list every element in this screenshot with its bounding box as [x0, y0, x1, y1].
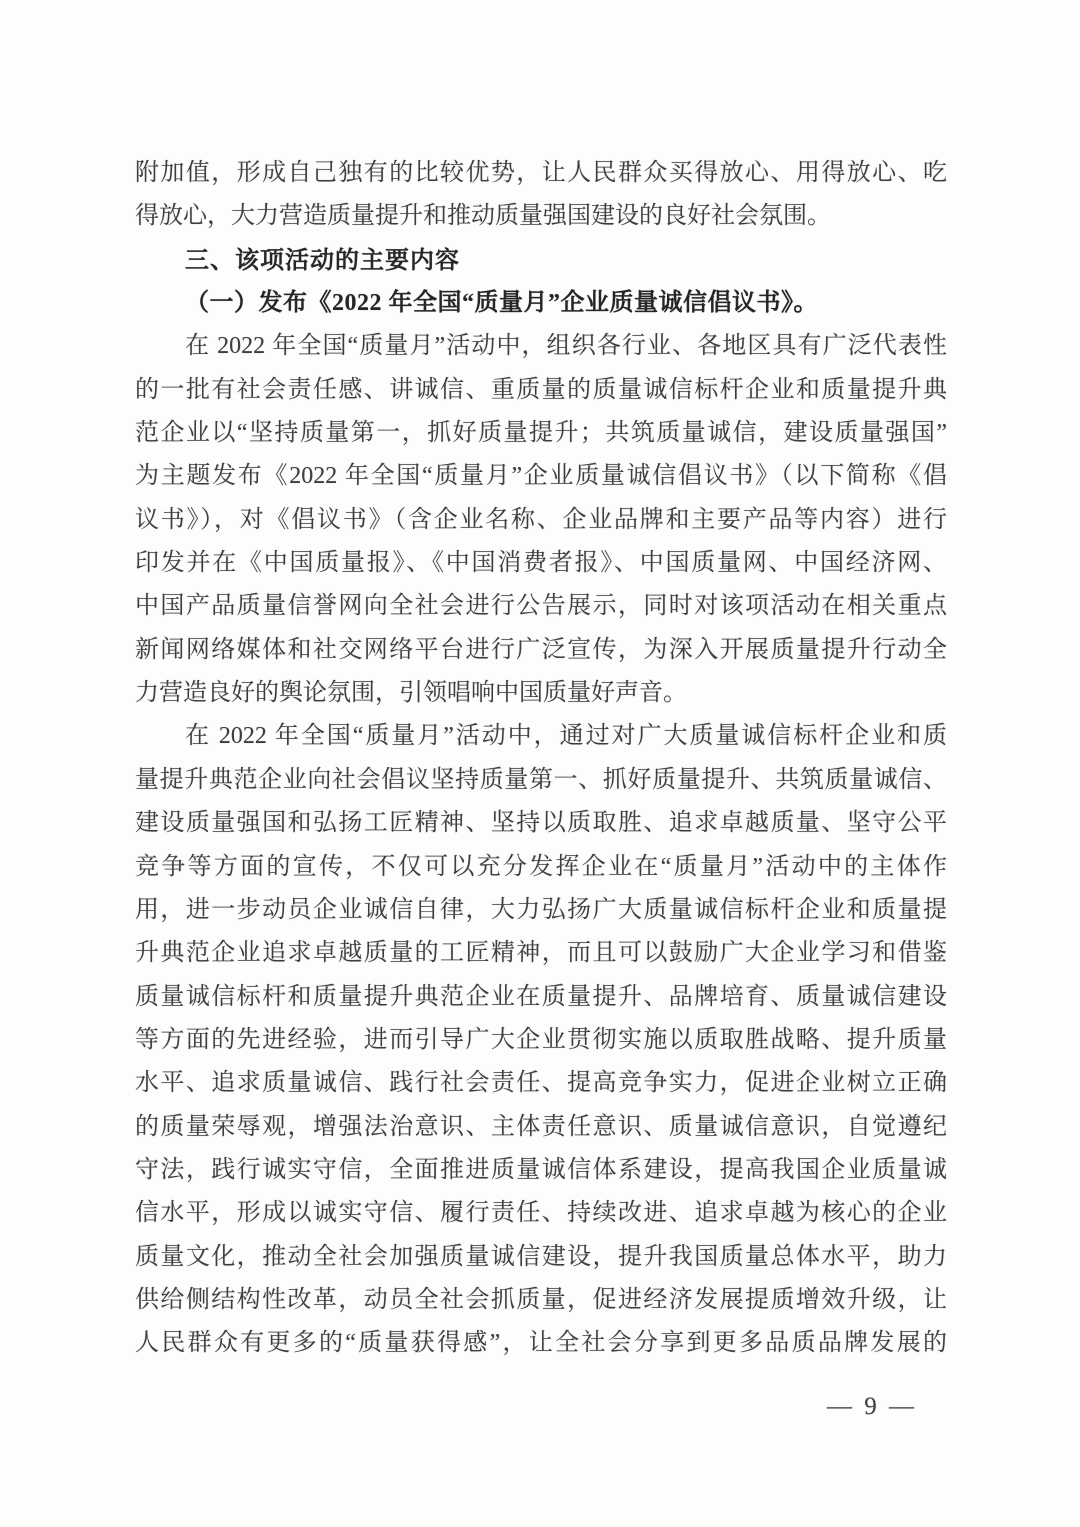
document-body: [135, 152, 947, 1366]
text-line: 附加值，形成自己独有的比较优势，让人民群众买得放心、用得放心、吃: [135, 160, 947, 186]
text-line: 得放心，大力营造质量提升和推动质量强国建设的良好社会氛围。: [135, 203, 831, 230]
text-line: 印发并在《中国质量报》、《中国消费者报》、中国质量网、中国经济网、: [135, 550, 947, 577]
text-line: 竞争等方面的宣传，不仅可以充分发挥企业在“质量月”活动中的主体作: [135, 853, 947, 880]
text-line: 量提升典范企业向社会倡议坚持质量第一、抓好质量提升、共筑质量诚信、: [135, 766, 947, 793]
heading-line: 三、该项活动的主要内容: [185, 246, 460, 274]
text-line: 水平、追求质量诚信、践行社会责任、提高竞争实力，促进企业树立正确: [135, 1070, 947, 1097]
text-line: 在 2022 年全国“质量月”活动中，组织各行业、各地区具有广泛代表性: [185, 333, 947, 360]
text-line: 为主题发布《2022 年全国“质量月”企业质量诚信倡议书》（以下简称《倡: [135, 463, 947, 490]
page-number: — 9 —: [827, 1393, 917, 1420]
text-line: 用，进一步动员企业诚信自律，大力弘扬广大质量诚信标杆企业和质量提: [135, 896, 947, 923]
text-line: 质量诚信标杆和质量提升典范企业在质量提升、品牌培育、质量诚信建设: [135, 983, 947, 1010]
text-line: 在 2022 年全国“质量月”活动中，通过对广大质量诚信标杆企业和质: [185, 723, 947, 750]
text-line: 议书》），对《倡议书》（含企业名称、企业品牌和主要产品等内容）进行: [135, 506, 947, 533]
text-line: 人民群众有更多的“质量获得感”，让全社会分享到更多品质品牌发展的: [135, 1330, 947, 1357]
text-line: 的一批有社会责任感、讲诚信、重质量的质量诚信标杆企业和质量提升典: [135, 376, 947, 403]
text-line: 力营造良好的舆论氛围，引领唱响中国质量好声音。: [135, 680, 687, 707]
text-line: 升典范企业追求卓越质量的工匠精神，而且可以鼓励广大企业学习和借鉴: [135, 940, 947, 967]
text-line: 守法，践行诚实守信，全面推进质量诚信体系建设，提高我国企业质量诚: [135, 1156, 947, 1183]
text-line: 新闻网络媒体和社交网络平台进行广泛宣传，为深入开展质量提升行动全: [135, 636, 947, 663]
text-line: 信水平，形成以诚实守信、履行责任、持续改进、追求卓越为核心的企业: [135, 1200, 947, 1227]
text-line: 等方面的先进经验，进而引导广大企业贯彻实施以质取胜战略、提升质量: [135, 1026, 947, 1053]
text-line: 中国产品质量信誉网向全社会进行公告展示，同时对该项活动在相关重点: [135, 593, 947, 620]
text-line: 的质量荣辱观，增强法治意识、主体责任意识、质量诚信意识，自觉遵纪: [135, 1113, 947, 1140]
text-line: 建设质量强国和弘扬工匠精神、坚持以质取胜、追求卓越质量、坚守公平: [135, 810, 947, 837]
text-line: 供给侧结构性改革，动员全社会抓质量，促进经济发展提质增效升级，让: [135, 1286, 947, 1313]
text-line: 范企业以“坚持质量第一，抓好质量提升；共筑质量诚信，建设质量强国”: [135, 420, 947, 447]
subheading-line: （一）发布《2022 年全国“质量月”企业质量诚信倡议书》。: [185, 290, 818, 317]
text-line: 质量文化，推动全社会加强质量诚信建设，提升我国质量总体水平，助力: [135, 1243, 947, 1270]
